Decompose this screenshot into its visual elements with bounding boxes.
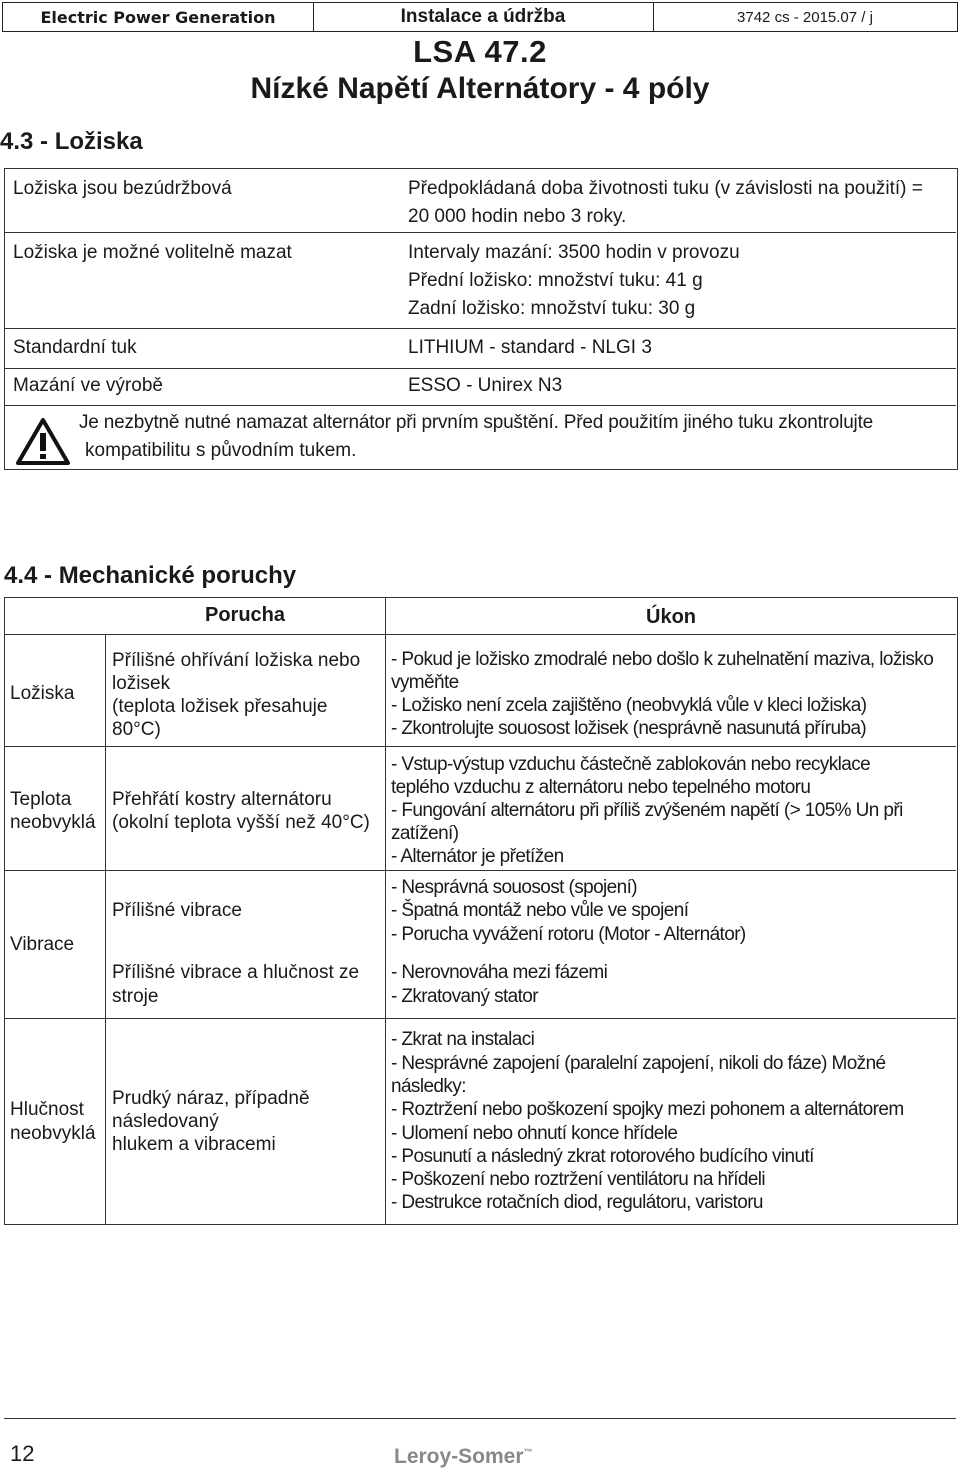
action-text: - Posunutí a následný zkrat rotorového budícího vinutí — [391, 1146, 814, 1167]
action-text: - Ulomení nebo ohnutí konce hřídele — [391, 1123, 678, 1144]
row-divider — [5, 634, 956, 635]
fault-text: (teplota ložisek přesahuje — [112, 696, 328, 717]
row-divider — [5, 1018, 956, 1019]
action-text: - Alternátor je přetížen — [391, 846, 564, 867]
column-divider — [385, 598, 386, 1224]
action-text: - Nesprávné zapojení (paralelní zapojení, nikoli do fáze) Možné — [391, 1053, 886, 1074]
bearing-row-value: Předpokládaná doba životnosti tuku (v závislosti na použití) = — [408, 178, 923, 199]
column-divider — [105, 634, 106, 1224]
action-text: - Zkratovaný stator — [391, 986, 538, 1007]
action-text: - Nerovnováha mezi fázemi — [391, 962, 608, 983]
faults-table — [4, 597, 958, 1225]
group-name: Hlučnost — [10, 1099, 84, 1120]
model-subtitle: Nízké Napětí Alternátory - 4 póly — [250, 72, 710, 105]
fault-text: Přílišné vibrace a hlučnost ze — [112, 962, 360, 983]
bearing-row-value: Přední ložisko: množství tuku: 41 g — [408, 270, 703, 291]
faults-heading: 4.4 - Mechanické poruchy — [4, 562, 297, 589]
header-doc-ref: 3742 cs - 2015.07 / j — [737, 8, 873, 26]
bearing-row-value: 20 000 hodin nebo 3 roky. — [408, 206, 627, 227]
bearing-row-label: Standardní tuk — [13, 337, 137, 358]
group-name: Teplota — [10, 789, 72, 810]
fault-text: stroje — [112, 986, 159, 1007]
fault-text: 80°C) — [112, 719, 161, 740]
group-name: Vibrace — [10, 934, 75, 955]
fault-text: následovaný — [112, 1111, 219, 1132]
fault-text: (okolní teplota vyšší než 40°C) — [112, 812, 370, 833]
leroy-somer-logo — [394, 1445, 533, 1469]
logo-trademark: ™ — [523, 1447, 533, 1457]
group-name: Ložiska — [10, 683, 75, 704]
action-text: - Roztržení nebo poškození spojky mezi pohonem a alternátorem — [391, 1099, 904, 1120]
page-number: 12 — [10, 1441, 35, 1466]
fault-text: Prudký náraz, případně — [112, 1088, 310, 1109]
row-divider — [5, 870, 956, 871]
fault-text: Přehřátí kostry alternátoru — [112, 789, 332, 810]
row-divider — [5, 368, 956, 369]
action-text: vyměňte — [391, 672, 459, 693]
row-divider — [5, 405, 956, 406]
fault-text: hlukem a vibracemi — [112, 1134, 276, 1155]
action-text: - Ložisko není zcela zajištěno (neobvyklá vůle v kleci ložiska) — [391, 695, 867, 716]
header-section: Instalace a údržba — [400, 6, 566, 27]
action-text: - Zkontrolujte souosost ložisek (nesprávně nasunutá příruba) — [391, 718, 867, 739]
row-divider — [5, 232, 956, 233]
action-text: - Nesprávná souosost (spojení) — [391, 877, 638, 898]
action-text: následky: — [391, 1076, 466, 1097]
row-divider — [5, 328, 956, 329]
page-header — [2, 2, 958, 32]
column-header-fault: Porucha — [204, 604, 286, 626]
fault-text: Přílišné ohřívání ložiska nebo — [112, 650, 361, 671]
action-text: - Zkrat na instalaci — [391, 1029, 535, 1050]
group-name: neobvyklá — [10, 812, 96, 833]
action-text: - Vstup-výstup vzduchu částečně zablokován nebo recyklace — [391, 754, 871, 775]
fault-text: ložisek — [112, 673, 171, 694]
bearing-row-value: LITHIUM - standard - NLGI 3 — [408, 337, 652, 358]
logo-text: Leroy-Somer — [394, 1445, 524, 1468]
column-header-action: Úkon — [646, 606, 696, 628]
footer-divider — [4, 1418, 956, 1419]
action-text: teplého vzduchu z alternátoru nebo tepelného motoru — [391, 777, 811, 798]
bearings-box — [4, 168, 958, 470]
warning-text: kompatibilitu s původním tukem. — [85, 440, 357, 461]
action-text: - Destrukce rotačních diod, regulátoru, varistoru — [391, 1192, 763, 1213]
bearing-row-value: ESSO - Unirex N3 — [408, 375, 563, 396]
group-name: neobvyklá — [10, 1123, 96, 1144]
bearing-row-value: Intervaly mazání: 3500 hodin v provozu — [408, 242, 740, 263]
action-text: zatížení) — [391, 823, 459, 844]
bearings-heading: 4.3 - Ložiska — [0, 128, 143, 155]
bearing-row-label: Mazání ve výrobě — [13, 375, 163, 396]
action-text: - Fungování alternátoru při příliš zvýšeném napětí (> 105% Un při — [391, 800, 903, 821]
action-text: - Porucha vyvážení rotoru (Motor - Alternátor) — [391, 924, 746, 945]
row-divider — [5, 746, 956, 747]
bearing-row-label: Ložiska je možné volitelně mazat — [13, 242, 292, 263]
action-text: - Špatná montáž nebo vůle ve spojení — [391, 900, 689, 921]
fault-text: Přílišné vibrace — [112, 900, 242, 921]
warning-text: Je nezbytně nutné namazat alternátor při prvním spuštění. Před použitím jiného tuku zkontrolujte — [79, 412, 874, 433]
model-title: LSA 47.2 — [413, 34, 547, 69]
header-brand: Electric Power Generation — [40, 7, 276, 27]
bearing-row-label: Ložiska jsou bezúdržbová — [13, 178, 232, 199]
bearing-row-value: Zadní ložisko: množství tuku: 30 g — [408, 298, 696, 319]
warning-triangle-icon — [15, 417, 71, 467]
action-text: - Poškození nebo roztržení ventilátoru na hřídeli — [391, 1169, 766, 1190]
action-text: - Pokud je ložisko zmodralé nebo došlo k zuhelnatění maziva, ložisko — [391, 649, 934, 670]
